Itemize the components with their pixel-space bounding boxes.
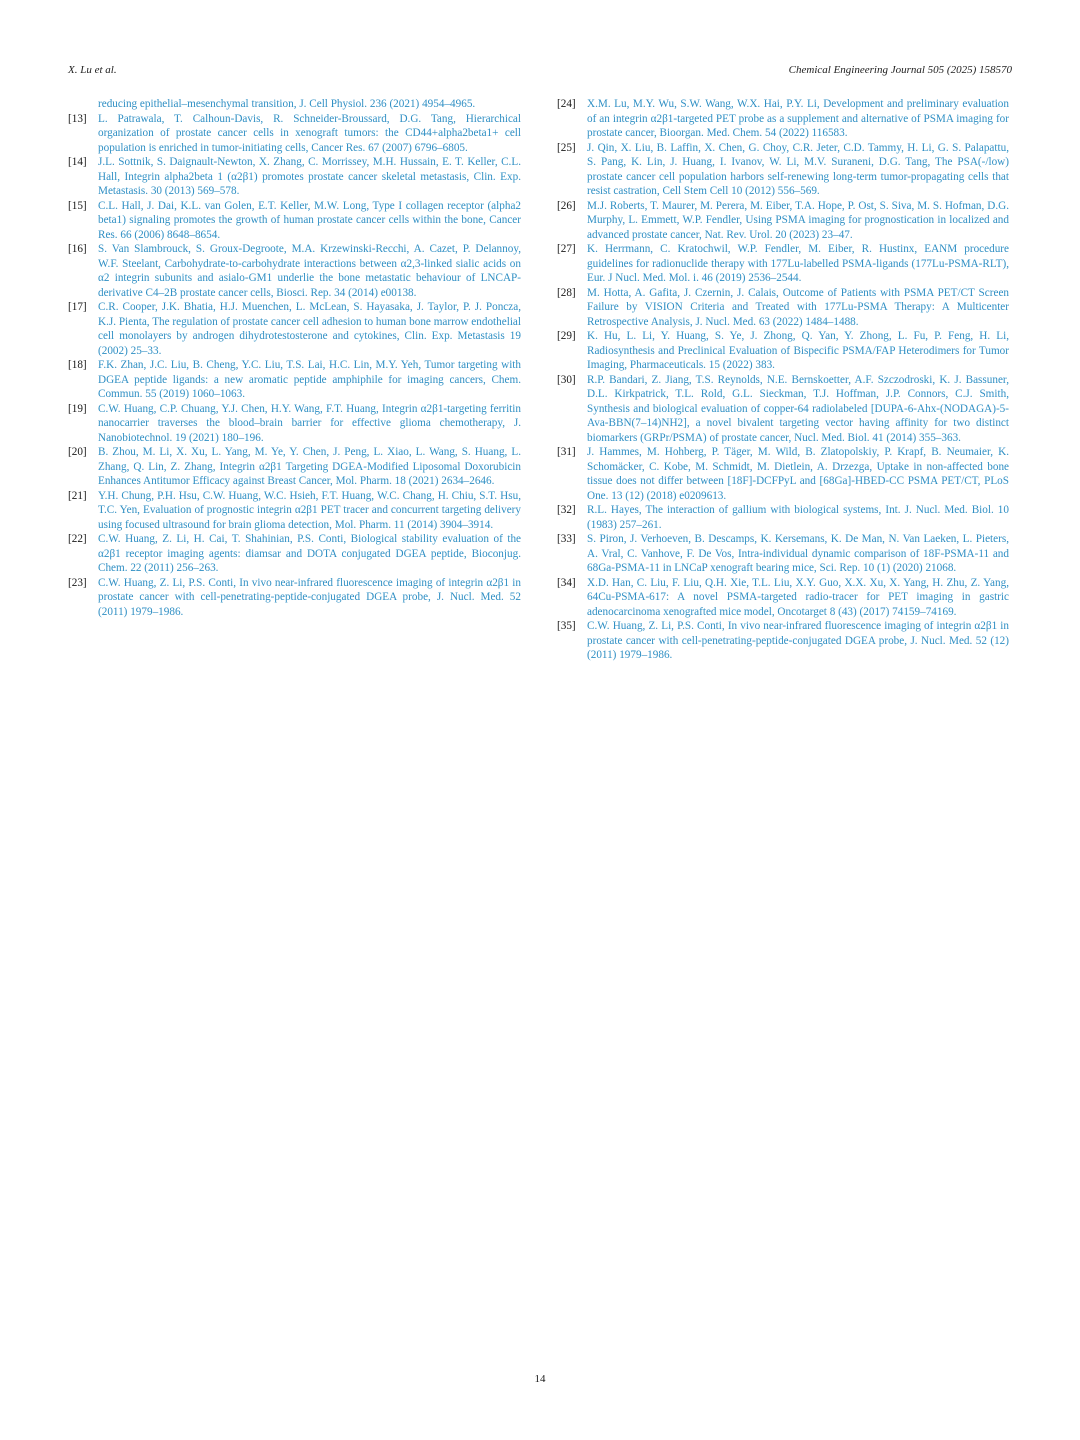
reference-entry[interactable] (68, 402, 521, 446)
reference-entry[interactable] (557, 242, 1009, 286)
reference-entry[interactable] (68, 576, 521, 620)
reference-entry[interactable] (68, 445, 521, 489)
reference-number: [26] (557, 199, 576, 212)
reference-entry[interactable] (68, 358, 521, 402)
reference-text[interactable]: C.W. Huang, C.P. Chuang, Y.J. Chen, H.Y. Wang, F.T. Huang, Integrin α2β1-targeting ferritin nanocarrier traverses the blood–brain barrier for effective glioma chemotherapy, J. Nanobiotechnol. 19 (2021) 180–196. (98, 402, 521, 444)
reference-number: [28] (557, 286, 576, 299)
reference-number: [20] (68, 446, 87, 458)
reference-entry[interactable] (68, 242, 521, 300)
reference-text[interactable]: C.W. Huang, Z. Li, P.S. Conti, In vivo near-infrared fluorescence imaging of integrin α2β1 in prostate cancer with cell-penetrating-peptide-conjugated DGEA probe, J. Nucl. Med. 52 (2011) 1979–1986. (98, 576, 521, 618)
reference-entry[interactable] (68, 532, 521, 576)
reference-number: [19] (68, 402, 87, 415)
reference-number: [16] (68, 243, 87, 255)
reference-text[interactable]: R.P. Bandari, Z. Jiang, T.S. Reynolds, N.E. Bernskoetter, A.F. Szczodroski, K. J. Bassuner, D.L. Kirkpatrick, T.L. Rold, G.L. Sieckman, T.J. Hoffman, J.P. Connors, C.J. Smith, Synthesis and biological evaluation of copper-64 radiolabeled [DUPA-6-Ahx-(NODAGA)-5-Ava-BBN(7–14)NH2], a novel bivalent targeting vector having affinity for two distinct biomarkers (GRPr/PSMA) of prostate cancer, Nucl. Med. Biol. 41 (2014) 355–363. (587, 373, 1009, 444)
reference-text[interactable]: J. Qin, X. Liu, B. Laffin, X. Chen, G. Choy, C.R. Jeter, C.D. Tammy, H. Li, G. S. Palapattu, S. Pang, K. Lin, J. Huang, I. Ivanov, W. Li, M.V. Suraneni, D.G. Tang, The PSA(-/low) prostate cancer cell population harbors self-renewing long-term tumor-propagating cells that resist castration, Cell Stem Cell 10 (2012) 556–569. (587, 141, 1009, 197)
reference-text[interactable]: J. Hammes, M. Hohberg, P. Täger, M. Wild, B. Zlatopolskiy, P. Krapf, B. Neumaier, K. Schomäcker, C. Kobe, M. Schmidt, M. Dietlein, A. Drzezga, Uptake in non-affected bone tissue does not differ between [18F]-DCFPyL and [68Ga]-HBED-CC PSMA PET/CT, PLoS One. 13 (12) (2018) e0209613. (587, 446, 1009, 502)
reference-number: [23] (68, 576, 87, 589)
reference-text[interactable]: S. Piron, J. Verhoeven, B. Descamps, K. Kersemans, K. De Man, N. Van Laeken, L. Pieters, A. Vral, C. Vanhove, F. De Vos, Intra-individual dynamic comparison of 18F-PSMA-11 and 68Ga-PSMA-11 in LNCaP xenograft bearing mice, Sci. Rep. 10 (1) (2020) 21068. (587, 533, 1009, 574)
reference-entry[interactable] (557, 141, 1009, 199)
reference-text[interactable]: Y.H. Chung, P.H. Hsu, C.W. Huang, W.C. Hsieh, F.T. Huang, W.C. Chang, H. Chiu, S.T. Hsu, T.C. Yen, Evaluation of prognostic integrin α2β1 PET tracer and concurrent targeting delivery using focused ultrasound for brain glioma detection, Mol. Pharm. 11 (2014) 3904–3914. (98, 489, 521, 531)
reference-number: [22] (68, 533, 87, 545)
reference-number: [29] (557, 330, 576, 342)
reference-entry[interactable] (557, 445, 1009, 503)
reference-entry[interactable] (557, 619, 1009, 663)
reference-text[interactable]: S. Van Slambrouck, S. Groux-Degroote, M.A. Krzewinski-Recchi, A. Cazet, P. Delannoy, W.F. Steelant, Carbohydrate-to-carbohydrate interactions between α2,3-linked sialic acids on α2 integrin subunits and asialo-GM1 underlie the bone metastatic behaviour of LNCAP-derivative C4–2B prostate cancer cells, Biosci. Rep. 34 (2014) e00138. (98, 243, 521, 299)
reference-number: [15] (68, 199, 87, 212)
reference-number: [31] (557, 446, 576, 458)
reference-number: [24] (557, 98, 576, 110)
reference-text[interactable]: M.J. Roberts, T. Maurer, M. Perera, M. Eiber, T.A. Hope, P. Ost, S. Siva, M. S. Hofman, D.G. Murphy, L. Emmett, W.P. Fendler, Using PSMA imaging for prognostication in localized and advanced prostate cancer, Nat. Rev. Urol. 20 (2023) 23–47. (587, 199, 1009, 241)
reference-text[interactable]: C.L. Hall, J. Dai, K.L. van Golen, E.T. Keller, M.W. Long, Type I collagen receptor (alpha2 beta1) signaling promotes the growth of human prostate cancer cells within the bone, Cancer Res. 66 (2006) 8648–8654. (98, 199, 521, 241)
reference-number: [13] (68, 112, 87, 125)
reference-number: [33] (557, 533, 576, 545)
running-header-journal: Chemical Engineering Journal 505 (2025) 158570 (788, 64, 1012, 76)
reference-text[interactable]: F.K. Zhan, J.C. Liu, B. Cheng, Y.C. Liu, T.S. Lai, H.C. Lin, M.Y. Yeh, Tumor targeting with DGEA peptide ligands: a new aromatic peptide amphiphile for imaging cancers, Chem. Commun. 55 (2019) 1060–1063. (98, 359, 521, 400)
reference-entry[interactable] (68, 489, 521, 533)
reference-number: [35] (557, 620, 576, 632)
running-header-author: X. Lu et al. (68, 64, 117, 76)
reference-text[interactable]: X.D. Han, C. Liu, F. Liu, Q.H. Xie, T.L. Liu, X.Y. Guo, X.X. Xu, X. Yang, H. Zhu, Z. Yang, 64Cu-PSMA-617: A novel PSMA-targeted radio-tracer for PET imaging in gastric adenocarcinoma xenografted mice model, Oncotarget 8 (43) (2017) 74159–74169. (587, 576, 1009, 618)
reference-text[interactable]: M. Hotta, A. Gafita, J. Czernin, J. Calais, Outcome of Patients with PSMA PET/CT Screen Failure by VISION Criteria and Treated with 177Lu-PSMA Therapy: A Multicenter Retrospective Analysis, J. Nucl. Med. 63 (2022) 1484–1488. (587, 286, 1009, 328)
reference-text[interactable]: X.M. Lu, M.Y. Wu, S.W. Wang, W.X. Hai, P.Y. Li, Development and preliminary evaluation of an integrin α2β1-targeted PET probe as a supplement and alternative of PSMA imaging for prostate cancer, Bioorgan. Med. Chem. 54 (2022) 116583. (587, 98, 1009, 139)
reference-number: [32] (557, 504, 576, 516)
reference-entry[interactable] (557, 532, 1009, 576)
reference-text[interactable]: L. Patrawala, T. Calhoun-Davis, R. Schneider-Broussard, D.G. Tang, Hierarchical organization of prostate cancer cells in xenograft tumors: the CD44+alpha2beta1+ cell population is enriched in tumor-initiating cells, Cancer Res. 67 (2007) 6796–6805. (98, 112, 521, 154)
reference-entry[interactable] (68, 112, 521, 156)
reference-number: [18] (68, 359, 87, 371)
reference-number: [34] (557, 576, 576, 589)
reference-number: [30] (557, 373, 576, 386)
reference-entry[interactable] (68, 199, 521, 243)
reference-text[interactable]: reducing epithelial–mesenchymal transition, J. Cell Physiol. 236 (2021) 4954–4965. (98, 98, 476, 110)
reference-number: [14] (68, 156, 87, 168)
reference-number: [21] (68, 489, 87, 502)
reference-entry[interactable] (557, 373, 1009, 446)
reference-text[interactable]: C.R. Cooper, J.K. Bhatia, H.J. Muenchen, L. McLean, S. Hayasaka, J. Taylor, P. J. Poncza, K.J. Pienta, The regulation of prostate cancer cell adhesion to human bone marrow endothelial cell monolayers by androgen dihydrotestosterone and cytokines, Clin. Exp. Metastasis 19 (2002) 25–33. (98, 301, 521, 357)
reference-text[interactable]: B. Zhou, M. Li, X. Xu, L. Yang, M. Ye, Y. Chen, J. Peng, L. Xiao, L. Wang, S. Huang, L. Zhang, Q. Lin, Z. Zhang, Integrin α2β1 Targeting DGEA-Modified Liposomal Doxorubicin Enhances Antitumor Efficacy against Breast Cancer, Mol. Pharm. 18 (2021) 2634–2646. (98, 446, 521, 487)
reference-text[interactable]: R.L. Hayes, The interaction of gallium with biological systems, Int. J. Nucl. Med. Biol. 10 (1983) 257–261. (587, 504, 1009, 531)
reference-entry[interactable] (557, 329, 1009, 373)
reference-entry[interactable] (557, 286, 1009, 330)
reference-text[interactable]: K. Herrmann, C. Kratochwil, W.P. Fendler, M. Eiber, R. Hustinx, EANM procedure guidelines for radionuclide therapy with 177Lu-labelled PSMA-ligands (177Lu-PSMA-RLT), Eur. J Nucl. Med. Mol. i. 46 (2019) 2536–2544. (587, 243, 1009, 284)
reference-number: [25] (557, 141, 576, 154)
page-number: 14 (534, 1373, 546, 1385)
references-left-column (68, 97, 521, 619)
reference-text[interactable]: K. Hu, L. Li, Y. Huang, S. Ye, J. Zhong, Q. Yan, Y. Zhong, L. Fu, P. Feng, H. Li, Radiosynthesis and Preclinical Evaluation of Bispecific PSMA/FAP Heterodimers for Tumor Imaging, Pharmaceuticals. 15 (2022) 383. (587, 330, 1009, 371)
reference-entry[interactable] (557, 97, 1009, 141)
reference-entry[interactable] (68, 97, 521, 112)
reference-entry[interactable] (557, 576, 1009, 620)
reference-entry[interactable] (68, 300, 521, 358)
reference-text[interactable]: C.W. Huang, Z. Li, P.S. Conti, In vivo near-infrared fluorescence imaging of integrin α2β1 in prostate cancer with cell-penetrating-peptide-conjugated DGEA probe, J. Nucl. Med. 52 (12) (2011) 1979–1986. (587, 620, 1009, 661)
reference-entry[interactable] (557, 503, 1009, 532)
reference-number: [27] (557, 243, 576, 255)
reference-entry[interactable] (68, 155, 521, 199)
references-right-column (557, 97, 1009, 663)
reference-entry[interactable] (557, 199, 1009, 243)
reference-number: [17] (68, 301, 87, 313)
reference-text[interactable]: J.L. Sottnik, S. Daignault-Newton, X. Zhang, C. Morrissey, M.H. Hussain, E. T. Keller, C.L. Hall, Integrin alpha2beta 1 (α2β1) promotes prostate cancer skeletal metastasis, Clin. Exp. Metastasis. 30 (2013) 569–578. (98, 156, 521, 197)
reference-text[interactable]: C.W. Huang, Z. Li, H. Cai, T. Shahinian, P.S. Conti, Biological stability evaluation of the α2β1 receptor imaging agents: diamsar and DOTA conjugated DGEA peptide, Bioconjug. Chem. 22 (2011) 256–263. (98, 533, 521, 574)
